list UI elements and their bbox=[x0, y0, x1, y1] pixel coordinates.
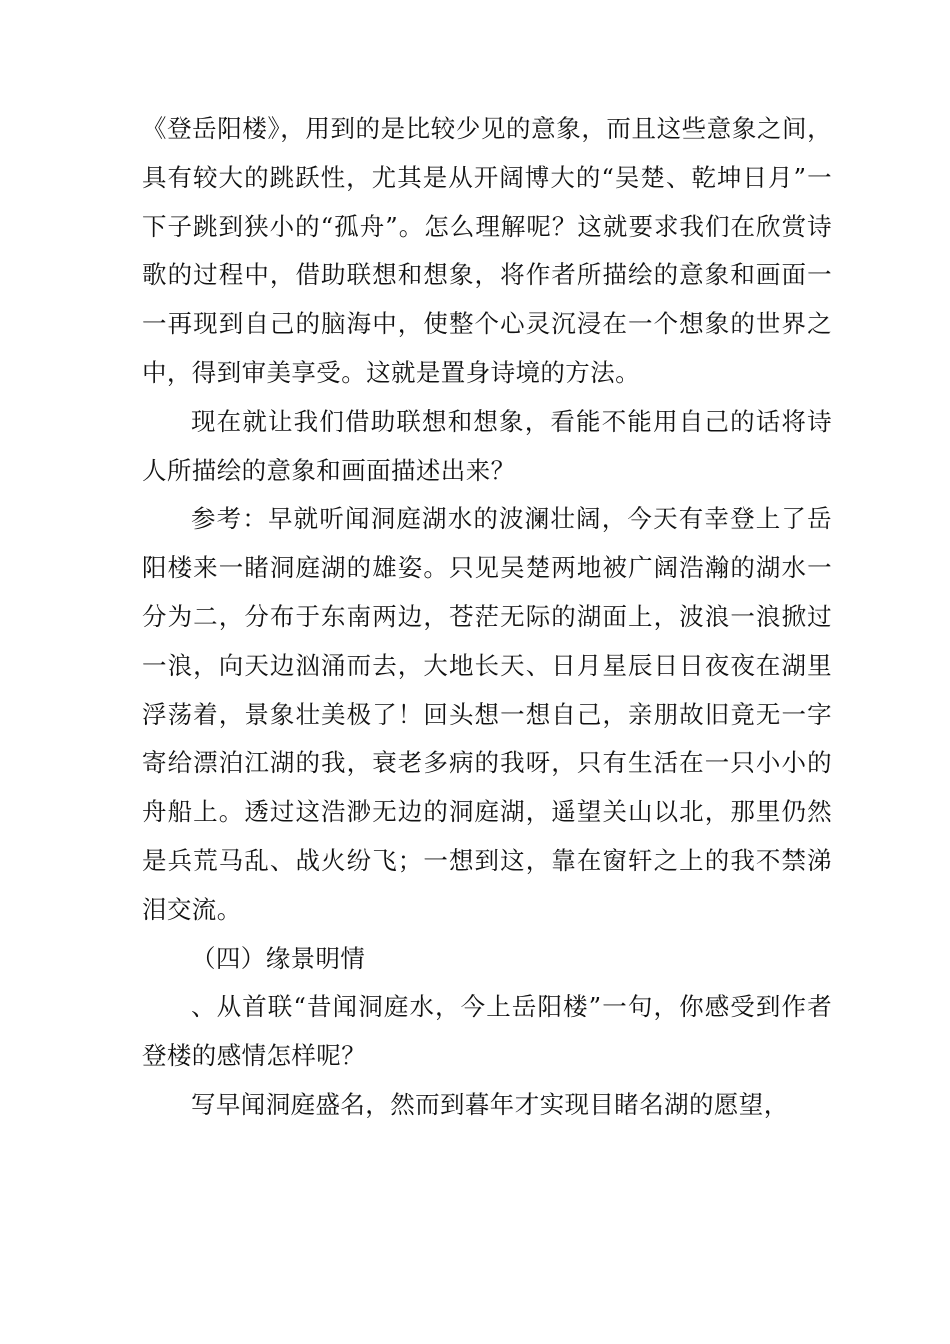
section-heading: （四）缘景明情 bbox=[191, 943, 366, 973]
paragraph-reference-answer: 参考：早就听闻洞庭湖水的波澜壮阔，今天有幸登上了岳阳楼来一睹洞庭湖的雄姿。只见吴楚两地被广阔浩瀚的湖水一分为二，分布于东南两边，苍茫无际的湖面上，波浪一浪掀过一浪，向天边汹涌而去，大地长天、日月星辰日日夜夜在湖里浮荡着，景象壮美极了！回头想一想自己，亲朋故旧竟无一字寄给漂泊江湖的我，衰老多病的我呀，只有生活在一只小小的舟船上。透过这浩渺无边的洞庭湖，遥望关山以北，那里仍然是兵荒马乱、战火纷飞；一想到这，靠在窗轩之上的我不禁涕泪交流。 bbox=[142, 504, 832, 924]
paragraph-first-couplet-question: 、从首联“昔闻洞庭水，今上岳阳楼”一句，你感受到作者登楼的感情怎样呢？ bbox=[142, 992, 832, 1071]
document-body bbox=[142, 105, 832, 1130]
paragraph-first-couplet-answer: 写早闻洞庭盛名，然而到暮年才实现目睹名湖的愿望， bbox=[191, 1089, 789, 1119]
paragraph-imagination-question: 现在就让我们借助联想和想象，看能不能用自己的话将诗人所描绘的意象和画面描述出来？ bbox=[142, 406, 832, 485]
paragraph-yiyang-analysis: 《登岳阳楼》，用到的是比较少见的意象，而且这些意象之间，具有较大的跳跃性，尤其是从开阔博大的“吴楚、乾坤日月”一下子跳到狭小的“孤舟”。怎么理解呢？这就要求我们在欣赏诗歌的过程中，借助联想和想象，将作者所描绘的意象和画面一一再现到自己的脑海中，使整个心灵沉浸在一个想象的世界之中，得到审美享受。这就是置身诗境的方法。 bbox=[142, 114, 832, 387]
